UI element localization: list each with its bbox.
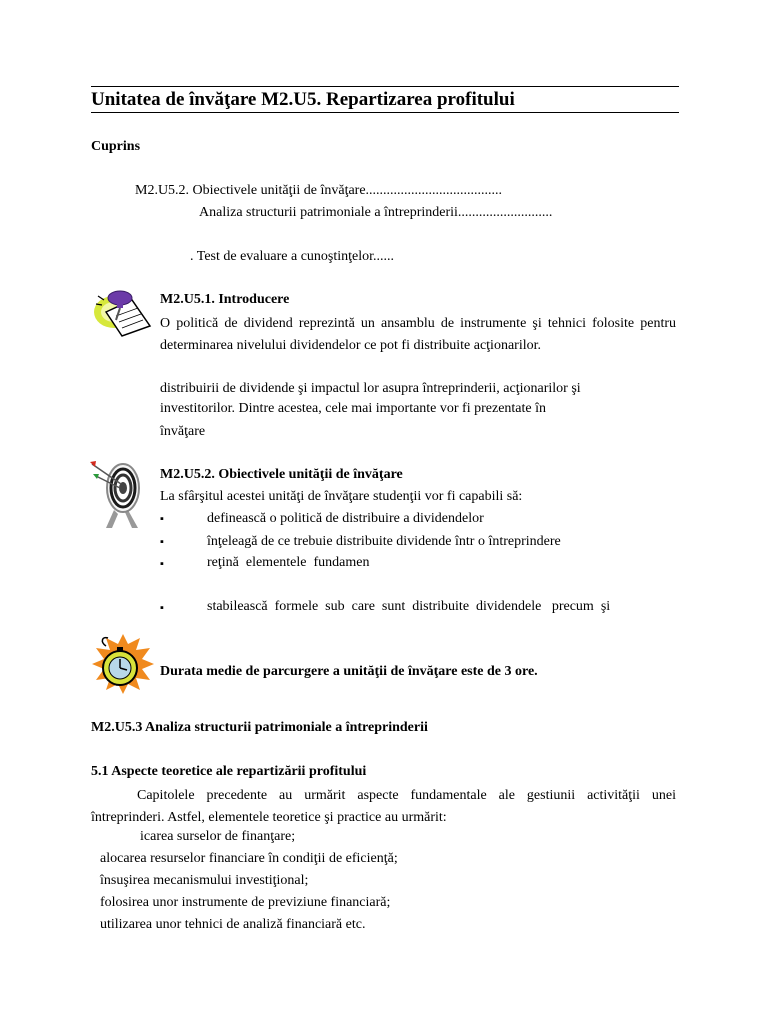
title-underline [91,112,679,113]
objective-item: stabilească formele sub care sunt distribuite dividendele precum şi [207,599,611,614]
subsection-heading: 5.1 Aspecte teoretice ale repartizării profitului [91,764,367,779]
page-title: Unitatea de învăţare M2.U5. Repartizarea profitului [91,89,515,110]
bullet-marker: ▪ [160,536,164,548]
intro-paragraph-1: O politică de dividend reprezintă un ansamblu de instrumente şi tehnici folosite pentru determinarea nivelului dividendelor ce pot fi distribuite acţionarilor. [160,316,676,353]
intro-paragraph-2-line-2: investitorilor. Dintre acestea, cele mai importante vor fi prezentate în [160,401,547,416]
top-rule [91,86,679,87]
intro-paragraph-2-line-1: distribuirii de dividende şi impactul lor asupra întreprinderii, acţionarilor şi [160,381,581,396]
objectives-heading: M2.U5.2. Obiectivele unităţii de învăţare [160,467,403,482]
list-item: alocarea resurselor financiare în condiţii de eficienţă; [100,851,398,866]
objective-item: înţeleagă de ce trebuie distribuite dividende într o întreprindere [207,534,561,549]
bullet-marker: ▪ [160,513,164,525]
objectives-lead: La sfârşitul acestei unităţi de învăţare studenţii vor fi capabili să: [160,489,523,504]
duration-text: Durata medie de parcurgere a unităţii de învăţare este de 3 ore. [160,664,538,679]
bullet-marker: ▪ [160,558,164,570]
section-heading: M2.U5.3 Analiza structurii patrimoniale a întreprinderii [91,720,428,735]
target-arrows-icon [90,458,152,530]
bullet-marker: ▪ [160,602,164,614]
section-paragraph: Capitolele precedente au urmărit aspecte fundamentale ale gestiunii activităţii unei întreprinderi. Astfel, elementele teoretice şi practice au urmărit: [91,788,676,825]
list-item: folosirea unor instrumente de previziune financiară; [100,895,391,910]
list-item: icarea surselor de finanţare; [140,829,296,844]
list-item: utilizarea unor tehnici de analiză financiară etc. [100,917,366,932]
intro-heading: M2.U5.1. Introducere [160,292,290,307]
intro-paragraph-2-line-3: învăţare [160,424,206,439]
objective-item: definească o politică de distribuire a dividendelor [207,511,484,526]
objective-item: reţină elementele fundamen [207,555,370,570]
contents-line-analysis: Analiza structurii patrimoniale a întreprinderii........................... [199,205,553,220]
contents-line-objectives: M2.U5.2. Obiectivele unităţii de învăţare....................................... [135,183,503,198]
stopwatch-icon [90,632,156,694]
pushpin-note-icon [92,286,154,338]
contents-line-test: . Test de evaluare a cunoştinţelor...... [190,249,395,264]
list-item: însuşirea mecanismului investiţional; [100,873,309,888]
contents-heading: Cuprins [91,139,141,154]
